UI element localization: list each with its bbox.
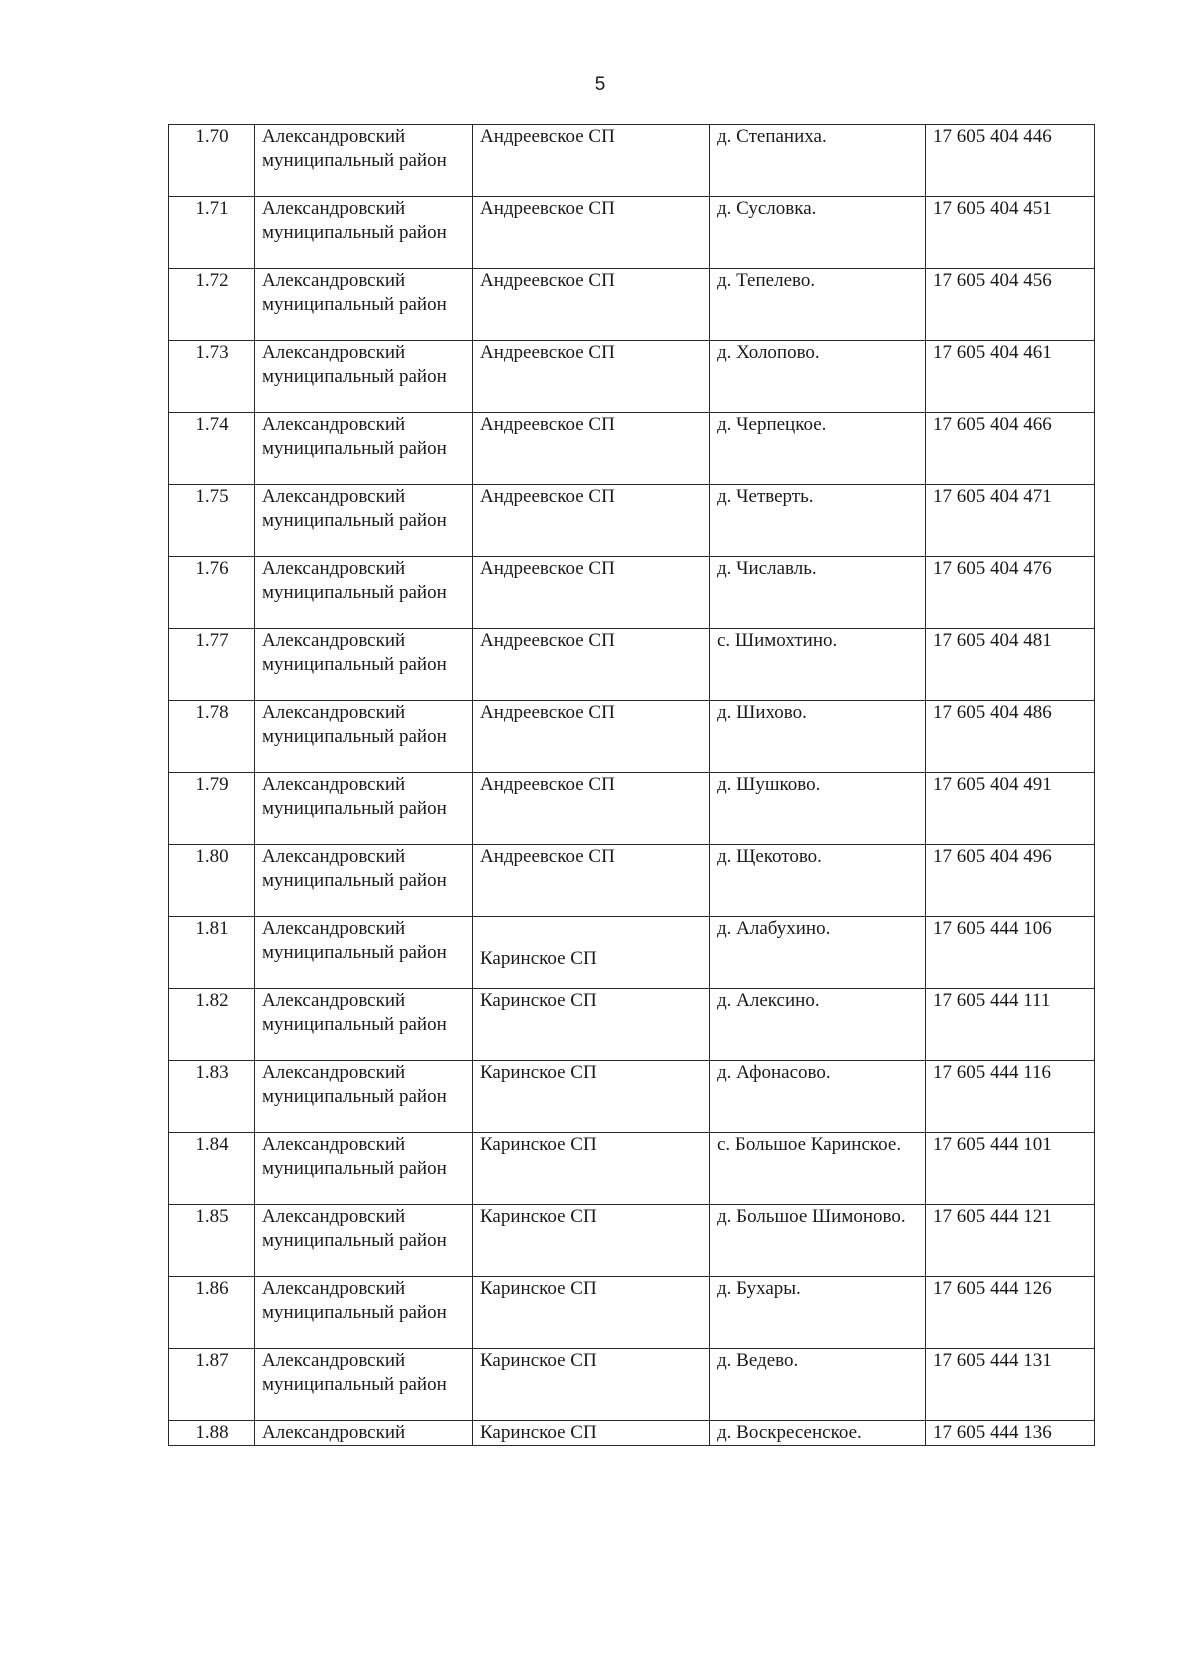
- district-cell: Александровский муниципальный район: [255, 917, 473, 989]
- row-number: 1.71: [169, 197, 255, 269]
- oktmo-code-cell: 17 605 404 496: [926, 845, 1095, 917]
- settlement-cell: Андреевское СП: [473, 701, 710, 773]
- settlement-cell: Андреевское СП: [473, 269, 710, 341]
- district-cell: Александровский муниципальный район: [255, 1205, 473, 1277]
- locality-cell: д. Шихово.: [710, 701, 926, 773]
- oktmo-code-cell: 17 605 404 471: [926, 485, 1095, 557]
- row-number: 1.87: [169, 1349, 255, 1421]
- oktmo-code-cell: 17 605 444 116: [926, 1061, 1095, 1133]
- row-number: 1.77: [169, 629, 255, 701]
- settlement-cell: Каринское СП: [473, 917, 710, 989]
- locality-cell: д. Алабухино.: [710, 917, 926, 989]
- district-cell: Александровский муниципальный район: [255, 269, 473, 341]
- oktmo-code-cell: 17 605 404 446: [926, 125, 1095, 197]
- district-cell: Александровский муниципальный район: [255, 1349, 473, 1421]
- table-row: [169, 197, 1095, 269]
- settlement-cell: Каринское СП: [473, 1205, 710, 1277]
- oktmo-code-cell: 17 605 444 126: [926, 1277, 1095, 1349]
- table-row: [169, 1205, 1095, 1277]
- district-cell: Александровский муниципальный район: [255, 557, 473, 629]
- settlement-cell: Андреевское СП: [473, 773, 710, 845]
- settlement-cell: Каринское СП: [473, 989, 710, 1061]
- settlement-cell: Каринское СП: [473, 1061, 710, 1133]
- table-row: [169, 125, 1095, 197]
- oktmo-code-cell: 17 605 444 101: [926, 1133, 1095, 1205]
- row-number: 1.81: [169, 917, 255, 989]
- settlement-cell: Андреевское СП: [473, 845, 710, 917]
- district-cell: Александровский муниципальный район: [255, 1061, 473, 1133]
- oktmo-code-cell: 17 605 444 131: [926, 1349, 1095, 1421]
- table-row: [169, 989, 1095, 1061]
- district-cell: Александровский муниципальный район: [255, 845, 473, 917]
- locality-cell: д. Черпецкое.: [710, 413, 926, 485]
- locality-cell: д. Алексино.: [710, 989, 926, 1061]
- row-number: 1.78: [169, 701, 255, 773]
- locality-cell: д. Ведево.: [710, 1349, 926, 1421]
- row-number: 1.74: [169, 413, 255, 485]
- locality-cell: д. Холопово.: [710, 341, 926, 413]
- table-row: [169, 701, 1095, 773]
- locality-cell: д. Сусловка.: [710, 197, 926, 269]
- table-row: [169, 413, 1095, 485]
- oktmo-code-cell: 17 605 404 486: [926, 701, 1095, 773]
- district-cell: Александровский муниципальный район: [255, 773, 473, 845]
- oktmo-code-cell: 17 605 404 476: [926, 557, 1095, 629]
- settlement-cell: Андреевское СП: [473, 629, 710, 701]
- table-row: [169, 485, 1095, 557]
- oktmo-code-cell: 17 605 404 451: [926, 197, 1095, 269]
- row-number: 1.83: [169, 1061, 255, 1133]
- locality-cell: д. Шушково.: [710, 773, 926, 845]
- locality-cell: с. Шимохтино.: [710, 629, 926, 701]
- row-number: 1.84: [169, 1133, 255, 1205]
- locality-cell: д. Щекотово.: [710, 845, 926, 917]
- table-row: [169, 917, 1095, 989]
- locality-cell: д. Степаниха.: [710, 125, 926, 197]
- row-number: 1.80: [169, 845, 255, 917]
- row-number: 1.82: [169, 989, 255, 1061]
- table-row: [169, 557, 1095, 629]
- locality-cell: д. Четверть.: [710, 485, 926, 557]
- row-number: 1.85: [169, 1205, 255, 1277]
- table-row: [169, 1061, 1095, 1133]
- oktmo-code-cell: 17 605 444 106: [926, 917, 1095, 989]
- locality-cell: д. Числавль.: [710, 557, 926, 629]
- settlement-cell: Каринское СП: [473, 1421, 710, 1446]
- row-number: 1.70: [169, 125, 255, 197]
- row-number: 1.79: [169, 773, 255, 845]
- district-cell: Александровский муниципальный район: [255, 989, 473, 1061]
- row-number: 1.73: [169, 341, 255, 413]
- settlements-table: [168, 124, 1095, 1446]
- locality-cell: д. Афонасово.: [710, 1061, 926, 1133]
- oktmo-code-cell: 17 605 444 121: [926, 1205, 1095, 1277]
- row-number: 1.86: [169, 1277, 255, 1349]
- row-number: 1.72: [169, 269, 255, 341]
- table-row: [169, 1349, 1095, 1421]
- settlement-cell: Андреевское СП: [473, 125, 710, 197]
- settlement-cell: Каринское СП: [473, 1277, 710, 1349]
- table-row: [169, 269, 1095, 341]
- locality-cell: д. Большое Шимоново.: [710, 1205, 926, 1277]
- district-cell: Александровский: [255, 1421, 473, 1446]
- oktmo-code-cell: 17 605 444 136: [926, 1421, 1095, 1446]
- district-cell: Александровский муниципальный район: [255, 197, 473, 269]
- table-row: [169, 1421, 1095, 1446]
- district-cell: Александровский муниципальный район: [255, 485, 473, 557]
- oktmo-code-cell: 17 605 404 491: [926, 773, 1095, 845]
- locality-cell: с. Большое Каринское.: [710, 1133, 926, 1205]
- district-cell: Александровский муниципальный район: [255, 1133, 473, 1205]
- table-row: [169, 1277, 1095, 1349]
- table-body: [169, 125, 1095, 1446]
- oktmo-code-cell: 17 605 404 481: [926, 629, 1095, 701]
- table-row: [169, 845, 1095, 917]
- district-cell: Александровский муниципальный район: [255, 413, 473, 485]
- table-row: [169, 629, 1095, 701]
- locality-cell: д. Воскресенское.: [710, 1421, 926, 1446]
- settlement-cell: Андреевское СП: [473, 197, 710, 269]
- settlement-cell: Каринское СП: [473, 1133, 710, 1205]
- page-number: 5: [594, 74, 606, 95]
- district-cell: Александровский муниципальный район: [255, 341, 473, 413]
- settlement-cell: Андреевское СП: [473, 557, 710, 629]
- settlement-cell: Андреевское СП: [473, 485, 710, 557]
- settlement-cell: Андреевское СП: [473, 341, 710, 413]
- district-cell: Александровский муниципальный район: [255, 701, 473, 773]
- oktmo-code-cell: 17 605 444 111: [926, 989, 1095, 1061]
- row-number: 1.75: [169, 485, 255, 557]
- oktmo-code-cell: 17 605 404 456: [926, 269, 1095, 341]
- locality-cell: д. Бухары.: [710, 1277, 926, 1349]
- district-cell: Александровский муниципальный район: [255, 1277, 473, 1349]
- table-row: [169, 1133, 1095, 1205]
- locality-cell: д. Тепелево.: [710, 269, 926, 341]
- oktmo-code-cell: 17 605 404 466: [926, 413, 1095, 485]
- settlement-cell: Каринское СП: [473, 1349, 710, 1421]
- row-number: 1.76: [169, 557, 255, 629]
- row-number: 1.88: [169, 1421, 255, 1446]
- table-row: [169, 773, 1095, 845]
- district-cell: Александровский муниципальный район: [255, 629, 473, 701]
- settlement-cell: Андреевское СП: [473, 413, 710, 485]
- district-cell: Александровский муниципальный район: [255, 125, 473, 197]
- oktmo-code-cell: 17 605 404 461: [926, 341, 1095, 413]
- table-row: [169, 341, 1095, 413]
